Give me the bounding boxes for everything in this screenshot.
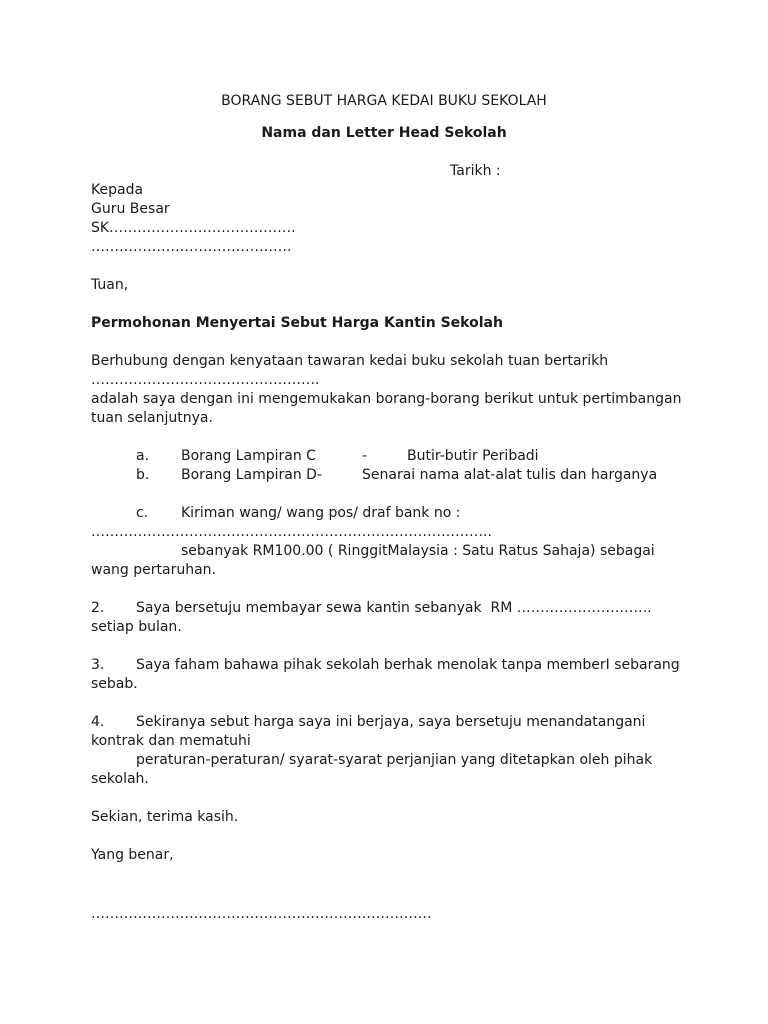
salutation: Tuan, <box>91 277 129 293</box>
attachment-marker: a. <box>136 448 150 464</box>
sign-off: Yang benar, <box>91 847 174 863</box>
letterhead-placeholder: Nama dan Letter Head Sekolah <box>261 125 507 141</box>
attachment-label: Borang Lampiran D- <box>181 467 322 483</box>
recipient-address-line: ……………………………………. <box>91 239 292 255</box>
attachment-dash: - <box>362 448 368 464</box>
letter-subject: Permohonan Menyertai Sebut Harga Kantin Sekolah <box>91 315 503 331</box>
document-title: BORANG SEBUT HARGA KEDAI BUKU SEKOLAH <box>221 93 547 109</box>
payment-number-blank: ………………………………………………………………………….. <box>91 524 492 540</box>
date-label: Tarikh : <box>450 163 501 179</box>
clause-number: 3. <box>91 657 105 673</box>
attachment-description: Senarai nama alat-alat tulis dan harganya <box>362 467 658 483</box>
recipient-line: Kepada <box>91 182 144 198</box>
recipient-line: Guru Besar <box>91 201 170 217</box>
clause-text: setiap bulan. <box>91 619 182 635</box>
closing-line: Sekian, terima kasih. <box>91 809 239 825</box>
clause-text: peraturan-peraturan/ syarat-syarat perjanjian yang ditetapkan oleh pihak <box>136 752 653 768</box>
attachment-marker: b. <box>136 467 150 483</box>
intro-text: Berhubung dengan kenyataan tawaran kedai buku sekolah tuan bertarikh <box>91 353 609 369</box>
clause-text: sebab. <box>91 676 138 692</box>
clause-number: 2. <box>91 600 105 616</box>
clause-text: kontrak dan mematuhi <box>91 733 251 749</box>
attachment-label: Borang Lampiran C <box>181 448 316 464</box>
clause-text: sekolah. <box>91 771 149 787</box>
attachment-marker: c. <box>136 505 149 521</box>
deposit-amount-text: sebanyak RM100.00 ( RinggitMalaysia : Satu Ratus Sahaja) sebagai <box>181 543 655 559</box>
clause-number: 4. <box>91 714 105 730</box>
recipient-school-line: SK…………………………………. <box>91 220 296 236</box>
intro-text: tuan selanjutnya. <box>91 410 213 426</box>
clause-text: Saya bersetuju membayar sewa kantin sebanyak RM ……………………….. <box>136 600 652 616</box>
intro-date-blank: …………………………………………. <box>91 372 320 388</box>
clause-text: Sekiranya sebut harga saya ini berjaya, saya bersetuju menandatangani <box>136 714 646 730</box>
signature-line: ………………………………………………………………. <box>91 906 432 922</box>
attachment-description: Butir-butir Peribadi <box>407 448 539 464</box>
clause-text: Saya faham bahawa pihak sekolah berhak menolak tanpa memberI sebarang <box>136 657 680 673</box>
deposit-amount-text: wang pertaruhan. <box>91 562 216 578</box>
intro-text: adalah saya dengan ini mengemukakan borang-borang berikut untuk pertimbangan <box>91 391 682 407</box>
payment-method-text: Kiriman wang/ wang pos/ draf bank no : <box>181 505 461 521</box>
